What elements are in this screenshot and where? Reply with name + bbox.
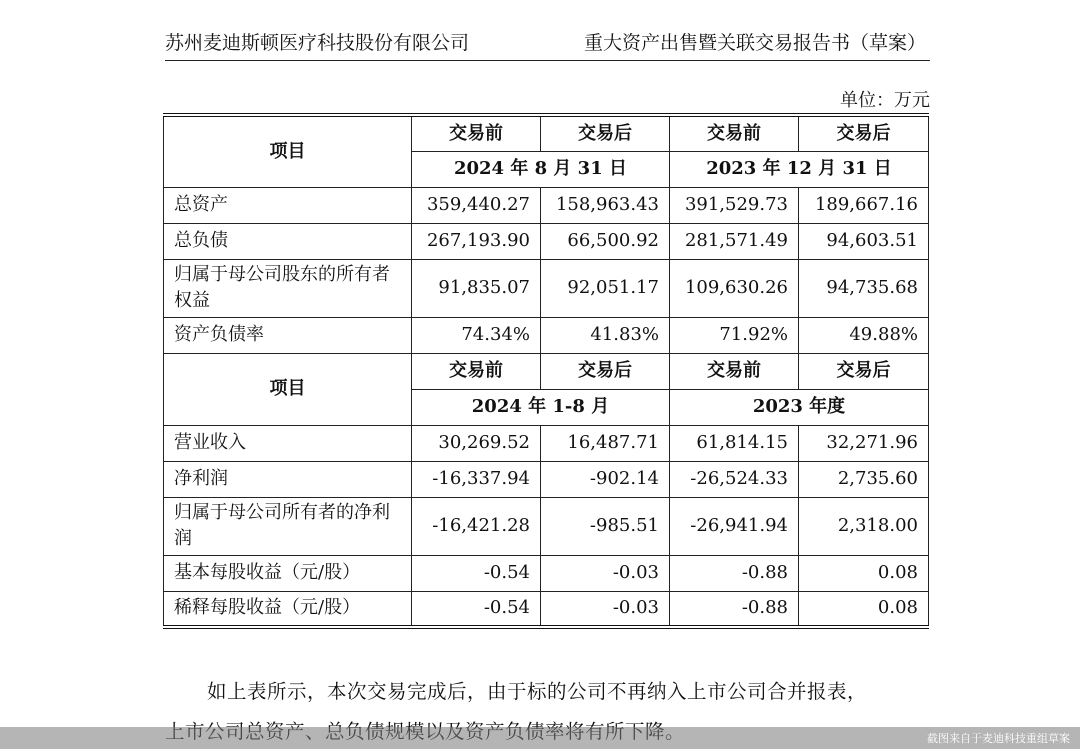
- col-after-b: 交易后: [799, 353, 929, 389]
- cell-value: -0.54: [412, 555, 541, 591]
- cell-value: 0.08: [799, 555, 929, 591]
- row-label: 资产负债率: [164, 317, 412, 353]
- row-label: 营业收入: [164, 425, 412, 461]
- row-label: 基本每股收益（元/股）: [164, 555, 412, 591]
- cell-value: -26,941.94: [670, 497, 799, 555]
- row-label: 稀释每股收益（元/股）: [164, 591, 412, 627]
- cell-value: 158,963.43: [541, 187, 670, 223]
- page-header: [165, 28, 930, 61]
- item-header: 项目: [164, 353, 412, 425]
- financial-table: [163, 113, 929, 629]
- cell-value: 61,814.15: [670, 425, 799, 461]
- table-header-row: [164, 115, 929, 151]
- cell-value: -0.03: [541, 591, 670, 627]
- document-title: 重大资产出售暨关联交易报告书（草案）: [583, 32, 926, 54]
- cell-value: 49.88%: [799, 317, 929, 353]
- table-row: [164, 425, 929, 461]
- table-header-row: [164, 353, 929, 389]
- cell-value: 71.92%: [670, 317, 799, 353]
- cell-value: 32,271.96: [799, 425, 929, 461]
- watermark-bar: [0, 727, 1080, 749]
- row-label: 归属于母公司所有者的净利润: [164, 497, 412, 555]
- table-row: [164, 591, 929, 627]
- cell-value: 16,487.71: [541, 425, 670, 461]
- cell-value: 359,440.27: [412, 187, 541, 223]
- table-row: [164, 555, 929, 591]
- cell-value: 109,630.26: [670, 259, 799, 317]
- cell-value: 66,500.92: [541, 223, 670, 259]
- cell-value: 74.34%: [412, 317, 541, 353]
- cell-value: -16,421.28: [412, 497, 541, 555]
- period-b: 2023 年 12 月 31 日: [670, 151, 929, 187]
- company-name: 苏州麦迪斯顿医疗科技股份有限公司: [165, 32, 470, 54]
- table-row: [164, 187, 929, 223]
- cell-value: 267,193.90: [412, 223, 541, 259]
- table-row: [164, 497, 929, 555]
- table-row: [164, 317, 929, 353]
- cell-value: 0.08: [799, 591, 929, 627]
- row-label: 净利润: [164, 461, 412, 497]
- cell-value: -0.54: [412, 591, 541, 627]
- cell-value: 30,269.52: [412, 425, 541, 461]
- col-before-a: 交易前: [412, 115, 541, 151]
- cell-value: 94,603.51: [799, 223, 929, 259]
- cell-value: 391,529.73: [670, 187, 799, 223]
- col-before-a: 交易前: [412, 353, 541, 389]
- unit-label: 单位：万元: [840, 90, 930, 111]
- cell-value: 91,835.07: [412, 259, 541, 317]
- cell-value: -0.88: [670, 591, 799, 627]
- col-before-b: 交易前: [670, 115, 799, 151]
- table-row: [164, 259, 929, 317]
- item-header: 项目: [164, 115, 412, 187]
- table-row: [164, 461, 929, 497]
- watermark-text: 截图来自于麦迪科技重组草案: [927, 732, 1070, 745]
- cell-value: 189,667.16: [799, 187, 929, 223]
- cell-value: 2,318.00: [799, 497, 929, 555]
- cell-value: 2,735.60: [799, 461, 929, 497]
- period-a: 2024 年 8 月 31 日: [412, 151, 670, 187]
- body-paragraph-line-1: 如上表所示，本次交易完成后，由于标的公司不再纳入上市公司合并报表，: [207, 680, 868, 703]
- col-after-a: 交易后: [541, 115, 670, 151]
- row-label: 总负债: [164, 223, 412, 259]
- col-after-a: 交易后: [541, 353, 670, 389]
- col-before-b: 交易前: [670, 353, 799, 389]
- col-after-b: 交易后: [799, 115, 929, 151]
- row-label: 总资产: [164, 187, 412, 223]
- cell-value: -902.14: [541, 461, 670, 497]
- period-a: 2024 年 1-8 月: [412, 389, 670, 425]
- cell-value: 41.83%: [541, 317, 670, 353]
- cell-value: -0.88: [670, 555, 799, 591]
- cell-value: 281,571.49: [670, 223, 799, 259]
- cell-value: -0.03: [541, 555, 670, 591]
- period-b: 2023 年度: [670, 389, 929, 425]
- cell-value: -985.51: [541, 497, 670, 555]
- cell-value: 94,735.68: [799, 259, 929, 317]
- cell-value: 92,051.17: [541, 259, 670, 317]
- cell-value: -26,524.33: [670, 461, 799, 497]
- table-row: [164, 223, 929, 259]
- row-label: 归属于母公司股东的所有者权益: [164, 259, 412, 317]
- cell-value: -16,337.94: [412, 461, 541, 497]
